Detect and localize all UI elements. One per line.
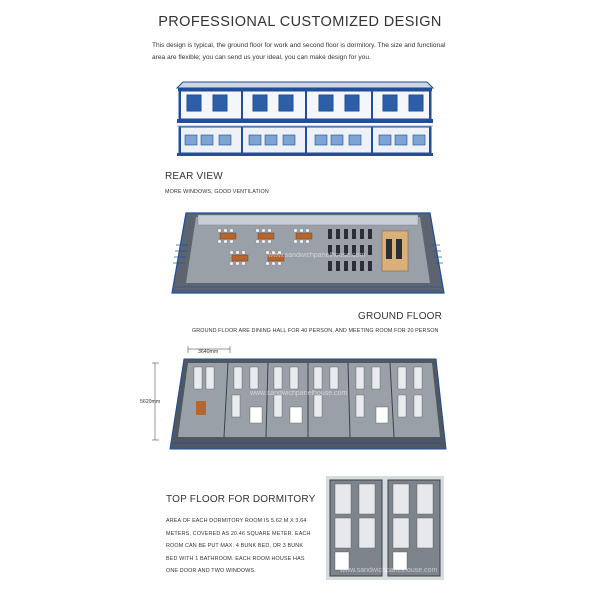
top-floor-heading: TOP FLOOR FOR DORMITORY bbox=[166, 494, 316, 505]
ground-floor-illustration bbox=[168, 205, 448, 300]
top-floor-description: AREA OF EACH DORMITORY ROOM IS 5.62 M X 3.64 METERS, COVERED AS 20.46 SQUARE METER. EACH ROOM CAN BE PUT MAX. 4 BUNK BED, OR 3 BUNK BED WITH 1 BATHROOM. EACH ROOM HOUSE HAS ONE DOOR AND TWO WINDOWS. bbox=[166, 518, 311, 574]
rear-view-heading: REAR VIEW bbox=[165, 171, 223, 182]
ground-floor-caption: GROUND FLOOR ARE DINING HALL FOR 40 PERSON, AND MEETING ROOM FOR 20 PERSON bbox=[192, 328, 439, 334]
dormitory-room-plans bbox=[326, 476, 444, 580]
depth-dimension-label: 5620mm bbox=[140, 399, 161, 405]
intro-text: This design is typical, the ground floor for work and second floor is dormitory. The size and functional area are flexible; you can send us your ideal, you can make design for you. bbox=[152, 42, 446, 61]
ground-floor-watermark: www.sandwichpanelhouse.com bbox=[268, 252, 366, 259]
rear-view-illustration bbox=[175, 80, 435, 162]
page-title: PROFESSIONAL CUSTOMIZED DESIGN bbox=[158, 14, 442, 30]
top-floor-plan-illustration bbox=[140, 345, 450, 460]
ground-floor-heading: GROUND FLOOR bbox=[358, 311, 443, 322]
width-dimension-label: 3640mm bbox=[198, 349, 219, 355]
dormitory-watermark: www.sandwichpanelhouse.com bbox=[340, 567, 438, 574]
rear-view-caption: MORE WINDOWS, GOOD VENTILATION bbox=[165, 189, 269, 195]
top-floor-plan-watermark: www.sandwichpanelhouse.com bbox=[250, 390, 348, 397]
